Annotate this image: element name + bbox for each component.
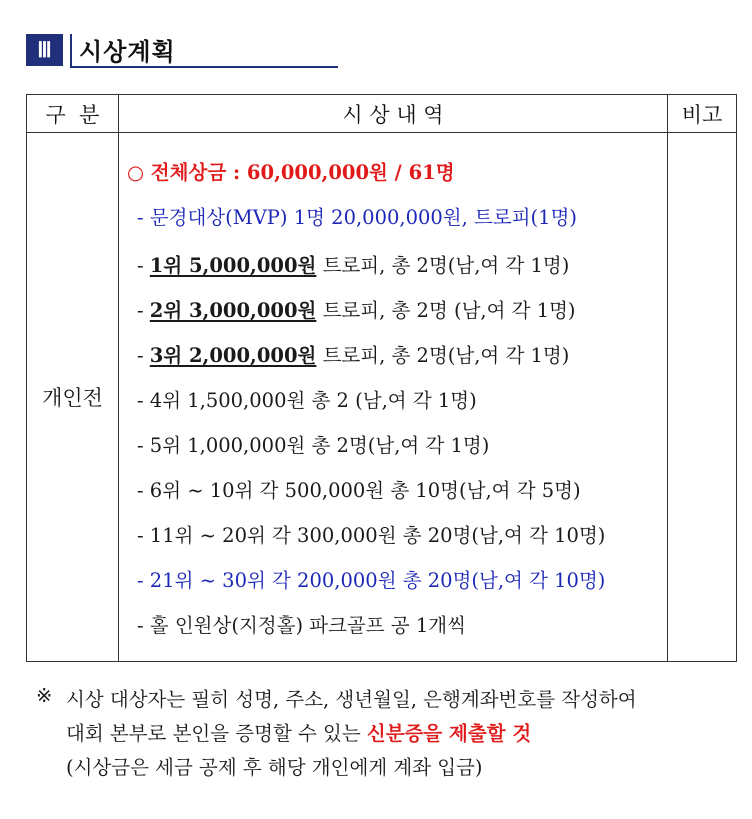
note-emphasis: 신분증을 제출할 것 — [366, 722, 532, 745]
prize-line-5: - 5위 1,000,000원 총 2명(남,여 각 1명) — [137, 434, 490, 457]
section-header — [26, 34, 338, 68]
header-remarks: 비고 — [668, 95, 737, 133]
rank-prize: 2위 3,000,000원 — [149, 299, 317, 322]
rank-prize: 1위 5,000,000원 — [149, 254, 317, 277]
note-mark: ※ — [36, 684, 53, 707]
rank-line-1 — [137, 250, 569, 278]
total-prize: ○ 전체상금 : 60,000,000원 / 61명 — [127, 161, 455, 184]
prize-line-7: - 11위 ~ 20위 각 300,000원 총 20명(남,여 각 10명) — [137, 524, 606, 547]
header-underline — [70, 66, 338, 68]
category-cell: 개인전 — [27, 133, 119, 662]
rank-line-2 — [137, 295, 576, 323]
note-line-3: (시상금은 세금 공제 후 해당 개인에게 계좌 입금) — [66, 756, 483, 779]
prize-table — [26, 94, 737, 662]
mvp-line: - 문경대상(MVP) 1명 20,000,000원, 트로피(1명) — [137, 206, 578, 229]
rank-prize: 3위 2,000,000원 — [149, 344, 317, 367]
rank-dash: - — [137, 254, 150, 277]
section-number: Ⅲ — [26, 34, 63, 66]
header-divider — [70, 34, 72, 68]
hole-in-one-line: - 홀 인원상(지정홀) 파크골프 공 1개씩 — [137, 614, 466, 637]
prize-line-4: - 4위 1,500,000원 총 2 (남,여 각 1명) — [137, 389, 477, 412]
rank-line-3 — [137, 340, 569, 368]
remarks-cell — [668, 133, 737, 662]
section-title: 시상계획 — [79, 38, 176, 66]
details-cell — [119, 133, 668, 662]
note-line-1: 시상 대상자는 필히 성명, 주소, 생년월일, 은행계좌번호를 작성하여 — [66, 688, 637, 711]
header-category: 구 분 — [27, 95, 119, 133]
note-line-2-text: 대회 본부로 본인을 증명할 수 있는 — [66, 722, 367, 745]
prize-line-6: - 6위 ~ 10위 각 500,000원 총 10명(남,여 각 5명) — [137, 479, 581, 502]
prize-line-8: - 21위 ~ 30위 각 200,000원 총 20명(남,여 각 10명) — [137, 569, 606, 592]
rank-rest: 트로피, 총 2명(남,여 각 1명) — [316, 254, 570, 277]
rank-dash: - — [137, 299, 150, 322]
rank-rest: 트로피, 총 2명(남,여 각 1명) — [316, 344, 570, 367]
rank-dash: - — [137, 344, 150, 367]
rank-rest: 트로피, 총 2명 (남,여 각 1명) — [316, 299, 576, 322]
header-details: 시 상 내 역 — [119, 95, 668, 133]
note-line-2 — [66, 718, 531, 746]
